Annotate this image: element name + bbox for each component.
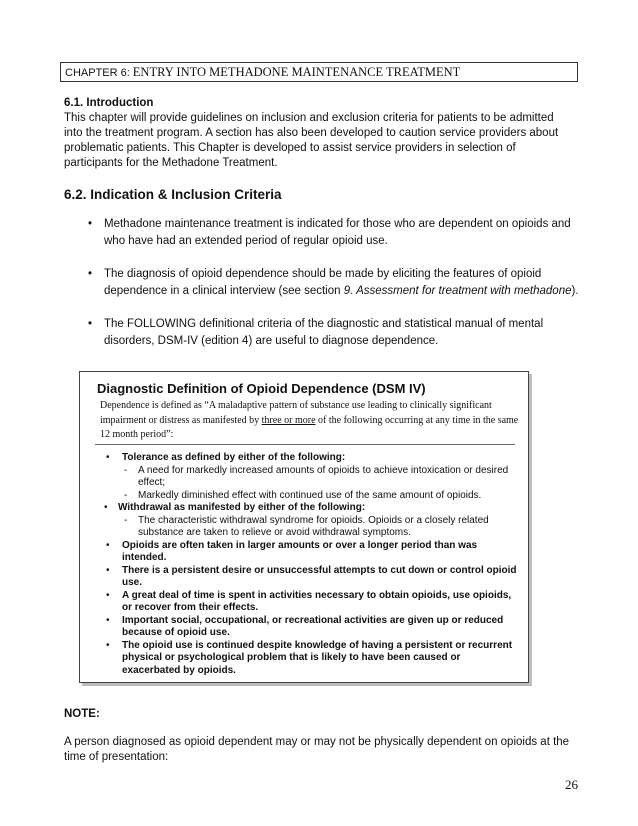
- bullet-symbol: •: [88, 218, 93, 230]
- bullet-symbol: •: [106, 589, 110, 601]
- box-intro-underlined: three or more: [261, 414, 316, 426]
- sub-criteria-list: [122, 465, 520, 503]
- indication-bullet: [64, 216, 579, 250]
- indication-heading: 6.2. Indication & Inclusion Criteria: [64, 187, 282, 202]
- dsm-definition-box: [79, 371, 529, 683]
- criterion-item: [80, 540, 520, 565]
- note-heading: NOTE:: [64, 708, 100, 720]
- box-intro-text-end: of the following occurring at any time in the same 12 month period”:: [100, 414, 519, 440]
- criterion-item: [80, 615, 520, 640]
- indication-bullet-list: [64, 216, 579, 366]
- criterion-text: Withdrawal as manifested by either of the following:: [118, 502, 366, 513]
- page-number: 26: [565, 777, 578, 792]
- sub-criterion-text: The characteristic withdrawal syndrome for opioids. Opioids or a closely related substance are taken to relieve or avoid withdrawal symptoms.: [138, 514, 489, 538]
- dash-symbol: -: [124, 489, 128, 501]
- indication-bullet: [64, 266, 579, 300]
- bullet-symbol: •: [104, 502, 108, 513]
- intro-heading: 6.1. Introduction: [64, 97, 154, 109]
- bullet-symbol: •: [106, 539, 110, 551]
- bullet-symbol: •: [106, 614, 110, 626]
- chapter-header: [60, 62, 578, 82]
- bullet-symbol: •: [106, 452, 110, 463]
- indication-bullet: [64, 316, 579, 350]
- box-intro-text: Dependence is defined as “A maladaptive pattern of substance use leading to clinically significant impairment or distress as manifested by: [100, 400, 492, 426]
- chapter-number: CHAPTER 6:: [65, 67, 130, 79]
- box-title: Diagnostic Definition of Opioid Dependence (DSM IV): [97, 381, 426, 396]
- criterion-item: [80, 590, 520, 615]
- sub-criterion: [122, 465, 520, 490]
- bullet-symbol: •: [106, 564, 110, 576]
- criterion-item: [80, 502, 520, 540]
- box-intro: [100, 399, 525, 443]
- criteria-list: [80, 452, 520, 677]
- sub-criterion-text: A need for markedly increased amounts of opioids to achieve intoxication or desired effect;: [138, 464, 509, 488]
- criterion-text: Important social, occupational, or recreational activities are given up or reduced because of opioid use.: [122, 614, 504, 638]
- dash-symbol: -: [124, 464, 128, 476]
- bullet-text: The FOLLOWING definitional criteria of the diagnostic and statistical manual of mental disorders, DSM-IV (edition 4) are useful to diagnose dependence.: [104, 318, 544, 347]
- section-reference: 9. Assessment for treatment with methadone: [343, 285, 572, 297]
- sub-criterion-text: Markedly diminished effect with continued use of the same amount of opioids.: [138, 489, 482, 501]
- bullet-symbol: •: [88, 268, 93, 280]
- bullet-text: The diagnosis of opioid dependence should be made by eliciting the features of opioid dependence in a clinical interview (see section: [104, 268, 542, 297]
- bullet-symbol: •: [88, 318, 93, 330]
- bullet-text-end: ).: [571, 285, 579, 297]
- box-divider: [95, 444, 515, 445]
- criterion-text: The opioid use is continued despite knowledge of having a persistent or recurrent physical or psychological problem that is likely to have been caused or exacerbated by opioids.: [122, 639, 513, 676]
- criterion-text: Tolerance as defined by either of the following:: [122, 452, 346, 463]
- sub-criterion: [122, 490, 520, 503]
- sub-criterion: [122, 515, 520, 540]
- criterion-text: There is a persistent desire or unsuccessful attempts to cut down or control opioid use.: [122, 564, 517, 588]
- dash-symbol: -: [124, 514, 128, 526]
- bullet-symbol: •: [106, 639, 110, 651]
- criterion-item: [80, 565, 520, 590]
- note-paragraph: A person diagnosed as opioid dependent may or may not be physically dependent on opioids at the time of presentation:: [64, 736, 570, 763]
- chapter-title: ENTRY INTO METHADONE MAINTENANCE TREATMENT: [132, 65, 461, 79]
- criterion-item: [80, 452, 520, 502]
- criterion-text: A great deal of time is spent in activities necessary to obtain opioids, use opioids, or recover from their effects.: [122, 589, 512, 613]
- bullet-text: Methadone maintenance treatment is indicated for those who are dependent on opioids and who have had an extended period of regular opioid use.: [104, 218, 571, 247]
- intro-paragraph: This chapter will provide guidelines on inclusion and exclusion criteria for patients to be admitted into the treatment program. A section has also been developed to caution service providers about problematic patients. This Chapter is developed to assist service providers in selection of participants for the Methadone Treatment.: [64, 112, 559, 169]
- sub-criteria-list: [118, 515, 520, 540]
- criterion-text: Opioids are often taken in larger amounts or over a longer period than was intended.: [122, 539, 478, 563]
- criterion-item: [80, 640, 520, 678]
